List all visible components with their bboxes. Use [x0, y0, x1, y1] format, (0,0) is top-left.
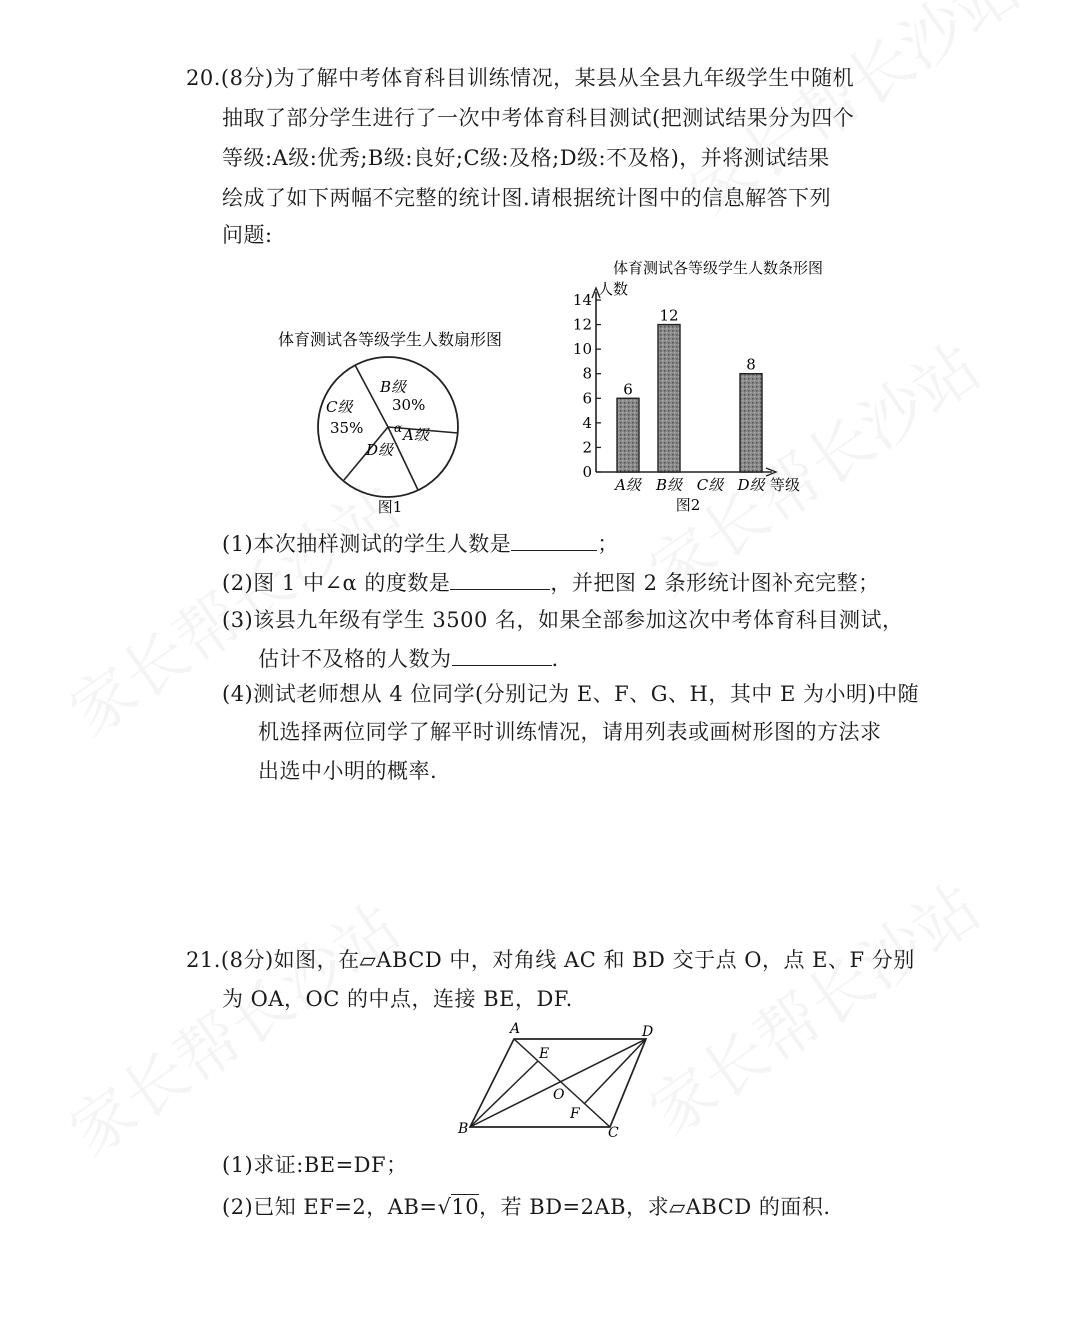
- pie-alpha: α: [394, 421, 403, 435]
- x-category-label: B级: [655, 476, 683, 494]
- q21-sub1: (1)求证:BE=DF；: [222, 1153, 408, 1177]
- q20-sub4-line1: (4)测试老师想从 4 位同学(分别记为 E、F、G、H，其中 E 为小明)中随: [222, 682, 920, 706]
- q20-line-2: 抽取了部分学生进行了一次中考体育科目测试(把测试结果分为四个: [222, 106, 855, 130]
- q20-sub2-text: (2)图 1 中∠α 的度数是: [222, 571, 451, 595]
- pie-chart: [260, 320, 540, 520]
- q20-sub1-end: ；: [597, 532, 619, 556]
- q20-sub4-line3: 出选中小明的概率.: [258, 759, 438, 783]
- bar-0: [617, 398, 639, 472]
- point-e: E: [539, 1046, 550, 1062]
- bar-title: 体育测试各等级学生人数条形图: [612, 259, 824, 277]
- pie-caption: 图1: [377, 498, 403, 516]
- bar-caption: 图2: [675, 496, 701, 514]
- point-c: C: [608, 1125, 619, 1141]
- point-a: A: [510, 1021, 521, 1037]
- x-category-label: C级: [696, 476, 724, 494]
- pie-pct-b: 30%: [392, 396, 426, 414]
- point-b: B: [458, 1121, 469, 1137]
- q20-line-5: 问题:: [222, 223, 273, 247]
- pie-label-b: B级: [380, 378, 407, 396]
- q20-sub2: [222, 567, 880, 598]
- q20-sub3-line1: (3)该县九年级有学生 3500 名，如果全部参加这次中考体育科目测试，: [222, 608, 904, 632]
- parallelogram-figure: [450, 1015, 670, 1145]
- y-tick-label: 12: [572, 315, 592, 334]
- watermark: [628, 858, 995, 1154]
- diagonal-ac: [514, 1039, 610, 1127]
- pie-title: 体育测试各等级学生人数扇形图: [277, 330, 503, 349]
- y-tick-label: 10: [572, 340, 592, 359]
- point-o: O: [553, 1087, 565, 1103]
- bar-chart: [560, 250, 830, 518]
- q21-line-1: 21.(8分)如图，在▱ABCD 中，对角线 AC 和 BD 交于点 O，点 E、F 分别: [186, 948, 915, 972]
- pie-label-c: C级: [326, 398, 353, 416]
- answer-blank[interactable]: [450, 567, 550, 590]
- q21-sub2-text: (2)已知 EF=2，AB=: [222, 1195, 438, 1219]
- x-category-label: A级: [615, 476, 641, 494]
- pie-pct-c: 35%: [330, 419, 364, 437]
- y-tick-label: 4: [582, 413, 592, 432]
- segment-be: [470, 1061, 538, 1127]
- q20-sub1: [222, 528, 619, 559]
- bar-ylabel: 人数: [598, 280, 629, 298]
- q20-sub1-text: (1)本次抽样测试的学生人数是: [222, 532, 512, 556]
- q20-sub4-line2: 机选择两位同学了解平时训练情况，请用列表或画树形图的方法求: [258, 720, 882, 744]
- q20-line-4: 绘成了如下两幅不完整的统计图.请根据统计图中的信息解答下列: [222, 186, 832, 210]
- answer-blank[interactable]: [452, 643, 552, 666]
- pie-divider: [355, 365, 388, 427]
- y-tick-label: 8: [582, 364, 592, 383]
- sqrt-sign: √: [437, 1195, 452, 1219]
- point-f: F: [570, 1106, 580, 1122]
- q21-line-2: 为 OA，OC 的中点，连接 BE，DF.: [222, 987, 573, 1011]
- q20-sub3-line2: [258, 643, 559, 674]
- y-tick-label: 2: [582, 438, 592, 457]
- bar-1: [658, 325, 680, 472]
- q20-line-1: 20.(8分)为了解中考体育科目训练情况，某县从全县九年级学生中随机: [186, 66, 855, 90]
- y-tick-label: 6: [582, 389, 592, 408]
- q20-sub2-end: ，并把图 2 条形统计图补充完整；: [550, 571, 880, 595]
- pie-label-a: A级: [403, 426, 429, 444]
- point-d: D: [642, 1024, 654, 1040]
- bar-3: [740, 374, 762, 472]
- bar-value-label: 12: [659, 306, 679, 325]
- q21-sub2: [222, 1192, 831, 1222]
- segment-df: [584, 1039, 646, 1104]
- q20-sub3-text: 估计不及格的人数为: [258, 647, 452, 671]
- bar-value-label: 6: [623, 380, 633, 399]
- y-tick-label: 14: [572, 291, 592, 309]
- x-category-label: D级: [737, 476, 765, 494]
- bar-xlabel: 等级: [770, 476, 801, 494]
- q20-line-3: 等级:A级:优秀;B级:良好;C级:及格;D级:不及格)，并将测试结果: [222, 146, 830, 170]
- sqrt-radicand: 10: [451, 1195, 480, 1219]
- q20-sub3-end: .: [551, 647, 559, 671]
- y-tick-label: 0: [582, 463, 592, 481]
- answer-blank[interactable]: [511, 528, 597, 551]
- pie-label-d: D级: [366, 441, 394, 459]
- diagonal-bd: [470, 1039, 646, 1127]
- watermark: [48, 878, 415, 1174]
- q21-sub2-end: ，若 BD=2AB，求▱ABCD 的面积.: [479, 1195, 831, 1219]
- bar-value-label: 8: [746, 355, 756, 374]
